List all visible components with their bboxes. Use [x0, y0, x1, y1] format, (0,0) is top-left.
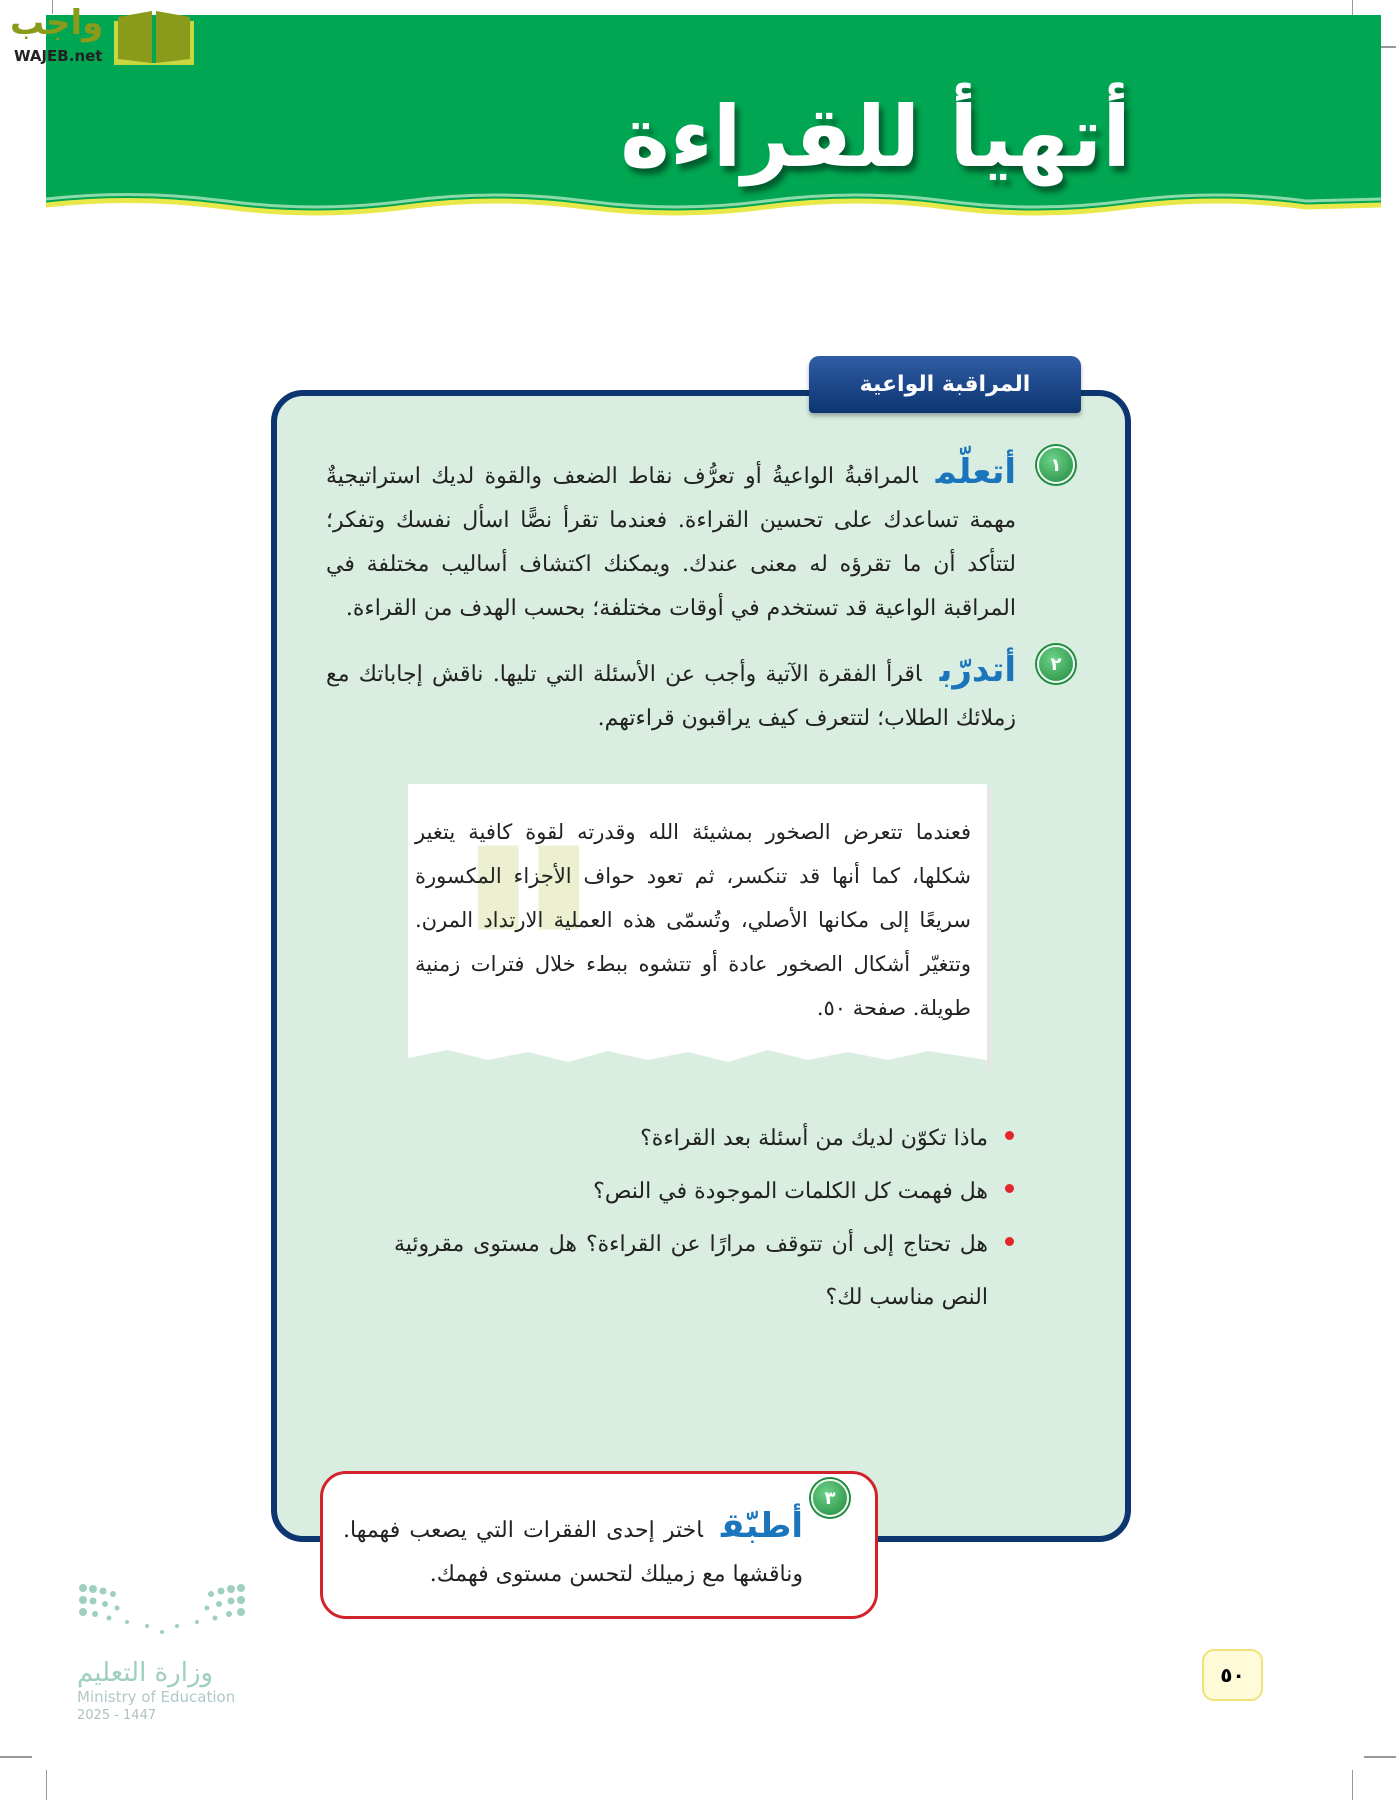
page-number: ٥٠: [1202, 1649, 1263, 1701]
practice-text: اقرأ الفقرة الآتية وأجب عن الأسئلة التي تليها. ناقش إجاباتك مع زملائك الطلاب؛ لتتعرف كيف يراقبون قراءتهم.: [326, 662, 1016, 731]
step-number-badge: ١: [1037, 446, 1075, 484]
ministry-name-english: Ministry of Education: [77, 1688, 236, 1706]
book-icon: [114, 7, 194, 65]
question-item: هل فهمت كل الكلمات الموجودة في النص؟: [394, 1165, 1014, 1218]
torn-edge-decoration: [408, 1048, 987, 1078]
ministry-year: 2025 - 1447: [77, 1708, 157, 1723]
ministry-name-arabic: وزارة التعليم: [77, 1658, 214, 1688]
watermark-icon: ▮▮: [468, 814, 590, 942]
ministry-logo: [77, 1582, 252, 1727]
learn-keyword: أتعلّم: [935, 452, 1016, 492]
step-number-badge: ٣: [811, 1479, 849, 1517]
section-tab: المراقبة الواعية: [809, 356, 1081, 413]
practice-section: [326, 648, 1016, 741]
reading-passage-card: [408, 784, 987, 1068]
question-item: ماذا تكوّن لديك من أسئلة بعد القراءة؟: [394, 1112, 1014, 1165]
apply-box: [320, 1471, 878, 1619]
apply-keyword: أطبّق: [720, 1506, 803, 1546]
apply-text: اختر إحدى الفقرات التي يصعب فهمها. وناقشها مع زميلك لتحسن مستوى فهمك.: [343, 1518, 803, 1587]
page-title: أتهيأ للقراءة: [620, 88, 1131, 186]
wajeb-logo[interactable]: [6, 3, 196, 67]
apply-section: [343, 1504, 803, 1597]
learn-section: [326, 450, 1016, 631]
practice-keyword: أتدرّب: [939, 650, 1016, 690]
passage-text: فعندما تتعرض الصخور بمشيئة الله وقدرته لقوة كافية يتغير شكلها، كما أنها قد تنكسر، ثم تعود حواف الأجزاء المكسورة سريعًا إلى مكانها الأصلي، وتُسمّى هذه العملية الارتداد المرن. وتتغيّر أشكال الصخور عادة أو تتشوه ببطء خلال فترات زمنية طويلة. صفحة ٥٠.: [415, 820, 971, 1020]
wave-decoration: [46, 187, 1381, 247]
learn-text: المراقبةُ الواعيةُ أو تعرُّف نقاط الضعف والقوة لديك استراتيجيةٌ مهمة تساعدك على تحسين القراءة. فعندما تقرأ نصًّا اسأل نفسك وتفكر؛ لتتأكد أن ما تقرؤه له معنى عندك. ويمكنك اكتشاف أساليب مختلفة في المراقبة الواعية قد تستخدم في أوقات مختلفة؛ بحسب الهدف من القراءة.: [326, 464, 1016, 621]
logo-arabic: واجب: [10, 3, 104, 43]
logo-latin: WAJEB.net: [14, 47, 103, 65]
question-item: هل تحتاج إلى أن تتوقف مرارًا عن القراءة؟ هل مستوى مقروئية النص مناسب لك؟: [394, 1218, 1014, 1324]
ministry-dots-icon: [77, 1582, 247, 1642]
questions-list: [394, 1112, 1014, 1324]
step-number-badge: ٢: [1037, 645, 1075, 683]
